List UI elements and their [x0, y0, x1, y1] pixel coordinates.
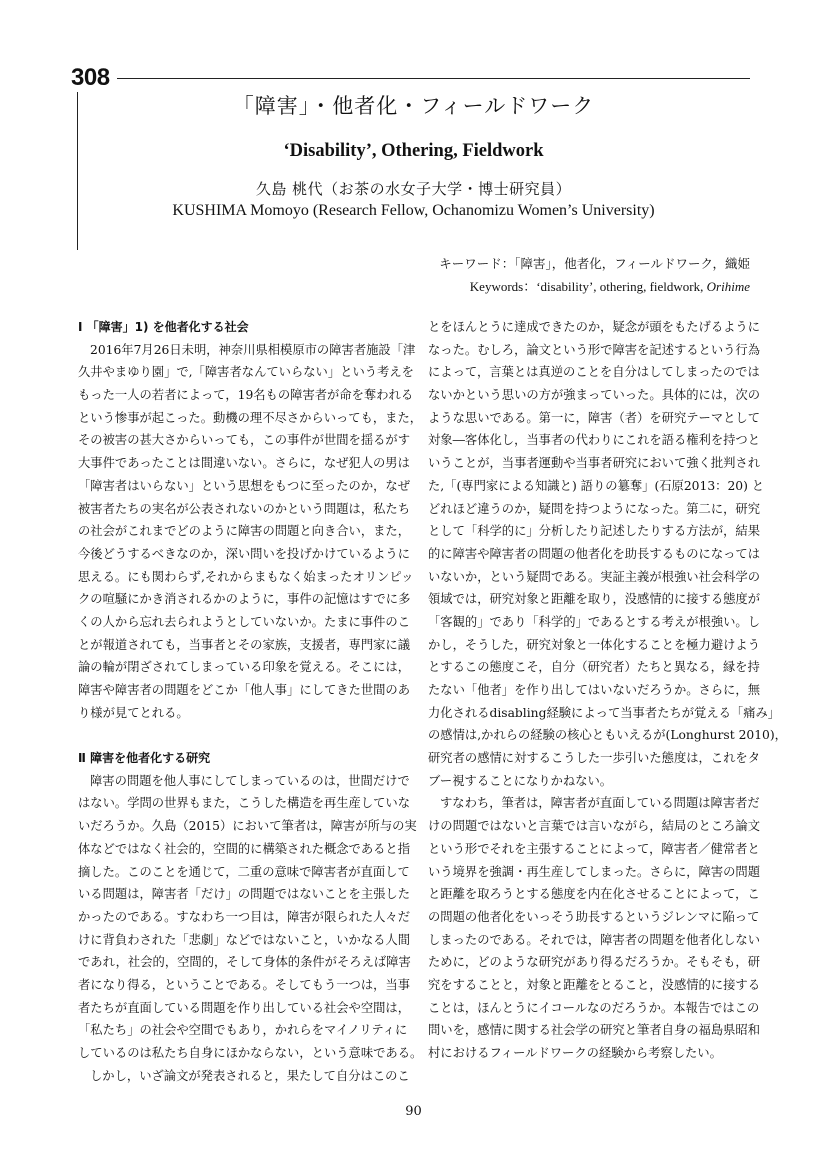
text-line: ブー視することになりかねない。 — [428, 773, 613, 788]
text-line: と距離を取ろうとする態度を内在化させることによって，こ — [428, 887, 760, 902]
text-line: とするこの態度こそ，自分（研究者）たちと異なる，縁を持 — [428, 660, 760, 675]
text-line: いだろうか。久島（2015）において筆者は，障害が所与の実 — [78, 819, 417, 834]
text-line: しているのは私たち自身にほかならない，という意味である。 — [78, 1046, 423, 1060]
text-line: いうことが，当事者運動や当事者研究において強く批判され — [428, 456, 761, 471]
section-heading-1: Ⅰ 「障害」1) を他者化する社会 — [78, 320, 249, 334]
text-line: 者たちが直面している問題を作り出している社会や空間は， — [78, 1000, 411, 1015]
text-line: とをほんとうに達成できたのか，疑念が頭をもたげるように — [428, 320, 761, 334]
text-line: 障害の問題を他人事にしてしまっているのは，世間だけで — [90, 773, 410, 788]
keywords-english-italic: Orihime — [706, 279, 750, 294]
keywords-english — [470, 276, 750, 295]
text-line: 者になり得る，ということである。そしてもう一つは，当事 — [78, 977, 411, 992]
text-line: はない。学問の世界もまた，こうした構造を再生産していな — [78, 796, 411, 811]
text-line: その被害の甚大さからいっても，この事件が世間を揺るがす — [78, 433, 411, 448]
text-line: という惨事が起こった。動機の理不尽さからいっても，また， — [78, 410, 423, 425]
text-line: の感情は,かれらの経験の核心ともいえるが(Longhurst 2010)， — [428, 728, 787, 743]
text-line: とが報道されても，当事者とその家族，支援者，専門家に議 — [78, 637, 411, 652]
text-line: 障害や障害者の問題をどこか「他人事」にしてきた世間のあ — [78, 683, 411, 697]
text-line: なった。むしろ，論文という形で障害を記述するという行為 — [428, 342, 761, 357]
text-line: ことは，ほんとうにイコールなのだろうか。本報告ではこの — [428, 1000, 760, 1015]
section-gap — [78, 724, 400, 747]
text-line: もった一人の若者によって，19名もの障害者が命を奪われる — [78, 388, 414, 403]
text-line: 「障害者はいらない」という思想をもつに至ったのか，なぜ — [78, 478, 411, 493]
text-line: 2016年7月26日未明，神奈川県相模原市の障害者施設「津 — [90, 342, 416, 357]
text-line: であれ，社会的，空間的，そして身体的条件がそろえば障害 — [78, 955, 411, 970]
text-line: 久井やまゆり園」で,「障害者なんていらない」という考えを — [78, 365, 414, 380]
text-line: によって，言葉とは真逆のことを自分はしてしまったのでは — [428, 365, 760, 380]
text-line: 研究者の感情に対するこうした一歩引いた態度は，これをタ — [428, 751, 761, 766]
text-line: かし，そうした，研究対象と一体化することを極力避けよう — [428, 637, 761, 652]
author-english: KUSHIMA Momoyo (Research Fellow, Ochanomizu Women’s University) — [172, 202, 655, 219]
text-line: 体などではなく社会的，空間的に構築された概念であると指 — [78, 841, 411, 856]
title-japanese: 「障害」・他者化・フィールドワーク — [232, 94, 595, 118]
text-line: という形でそれを主張することによって，障害者／健常者と — [428, 841, 760, 856]
text-line: しかし，いざ論文が発表されると，果たして自分はこのこ — [90, 1068, 410, 1083]
text-line: 究をすることと，対象と距離をとること，没感情的に接する — [428, 977, 761, 992]
text-line: 大事件であったことは間違いない。さらに，なぜ犯人の男は — [78, 456, 410, 471]
text-line: たない「他者」を作り出してはいないだろうか。さらに，無 — [428, 683, 761, 697]
text-line: 問いを，感情に関する社会学の研究と筆者自身の福島県昭和 — [428, 1023, 761, 1038]
text-line: の問題の他者化をいっそう助長するというジレンマに陥って — [428, 909, 760, 924]
text-line: 村におけるフィールドワークの経験から考察したい。 — [428, 1046, 722, 1060]
header-rule — [117, 78, 750, 79]
right-column — [428, 316, 787, 1065]
text-line: くの人から忘れ去られようとしていないか。たまに事件のこ — [78, 614, 411, 629]
text-line: いる問題は，障害者「だけ」の問題ではないことを主張した — [78, 887, 411, 902]
folio: 90 — [405, 1104, 422, 1119]
keywords-japanese: キーワード：「障害」，他者化，フィールドワーク，織姫 — [439, 256, 750, 271]
text-line: ないかという思いの方が強まっていった。具体的には，次の — [428, 388, 761, 403]
section-1-body — [78, 339, 423, 725]
text-line: 対象―客体化し，当事者の代わりにこれを語る権利を持つと — [428, 433, 761, 448]
text-line: 的に障害や障害者の問題の他者化を助長するものになっては — [428, 546, 761, 561]
title-english: ‘Disability’, Othering, Fieldwork — [283, 141, 544, 161]
text-line: どれほど違うのか，疑問を持つようになった。第二に，研究 — [428, 501, 761, 516]
page-number: 308 — [71, 64, 110, 91]
text-line: けの問題ではないと言葉では言いながら，結局のところ論文 — [428, 819, 761, 834]
text-line: として「科学的に」分析したり記述したりする方法が，結果 — [428, 524, 761, 539]
text-line: り様が見てとれる。 — [78, 705, 189, 720]
text-line: かったのである。すなわち一つ目は，障害が限られた人々だ — [78, 909, 411, 924]
author-japanese: 久島 桃代（お茶の水女子大学・博士研究員） — [255, 180, 572, 198]
text-line: しまったのである。それでは，障害者の問題を他者化しない — [428, 932, 761, 947]
text-line: 思える。にも関わらず,それからまもなく始まったオリンピッ — [78, 569, 414, 584]
text-line: ために，どのような研究があり得るだろうか。そもそも，研 — [428, 955, 761, 970]
section-2-body — [78, 770, 423, 1088]
left-column — [78, 316, 423, 1087]
text-line: 今後どうするべきなのか，深い問いを投げかけているように — [78, 546, 411, 561]
text-line: 論の輪が閉ざされてしまっている印象を覚える。そこには， — [78, 660, 411, 675]
text-line: すなわち，筆者は，障害者が直面している問題は障害者だ — [440, 796, 760, 811]
section-heading-2: Ⅱ 障害を他者化する研究 — [78, 751, 211, 766]
text-line: 力化されるdisabling経験によって当事者たちが覚える「痛み」 — [428, 705, 781, 720]
text-line: た,「(専門家による知識と) 語りの簒奪」(石原2013：20) と — [428, 478, 765, 493]
text-line: クの喧騒にかき消されるかのように，事件の記憶はすでに多 — [78, 592, 411, 607]
keywords-english-text: Keywords：‘disability’, othering, fieldwork, — [469, 279, 704, 294]
right-column-body — [428, 316, 787, 1065]
text-line: 被害者たちの実名が公表されないのかという問題は，私たち — [78, 501, 411, 516]
text-line: いう境界を強調・再生産してしまった。さらに，障害の問題 — [428, 864, 761, 879]
text-line: 「私たち」の社会や空間でもあり，かれらをマイノリティに — [78, 1023, 408, 1038]
text-line: いないか，という疑問である。実証主義が根強い社会科学の — [428, 569, 761, 584]
text-line: 領域では，研究対象と距離を取り，没感情的に接する態度が — [428, 592, 761, 607]
text-line: の社会がこれまでどのように障害の問題と向き合い，また， — [78, 524, 411, 539]
text-line: 「客観的」であり「科学的」であるとする考えが根強い。し — [428, 614, 761, 629]
text-line: ような思いである。第一に，障害（者）を研究テーマとして — [428, 410, 761, 425]
text-line: けに背負わされた「悲劇」などではないこと，いかなる人間 — [78, 932, 411, 947]
text-line: 摘した。このことを通じて，二重の意味で障害者が直面して — [78, 864, 410, 879]
